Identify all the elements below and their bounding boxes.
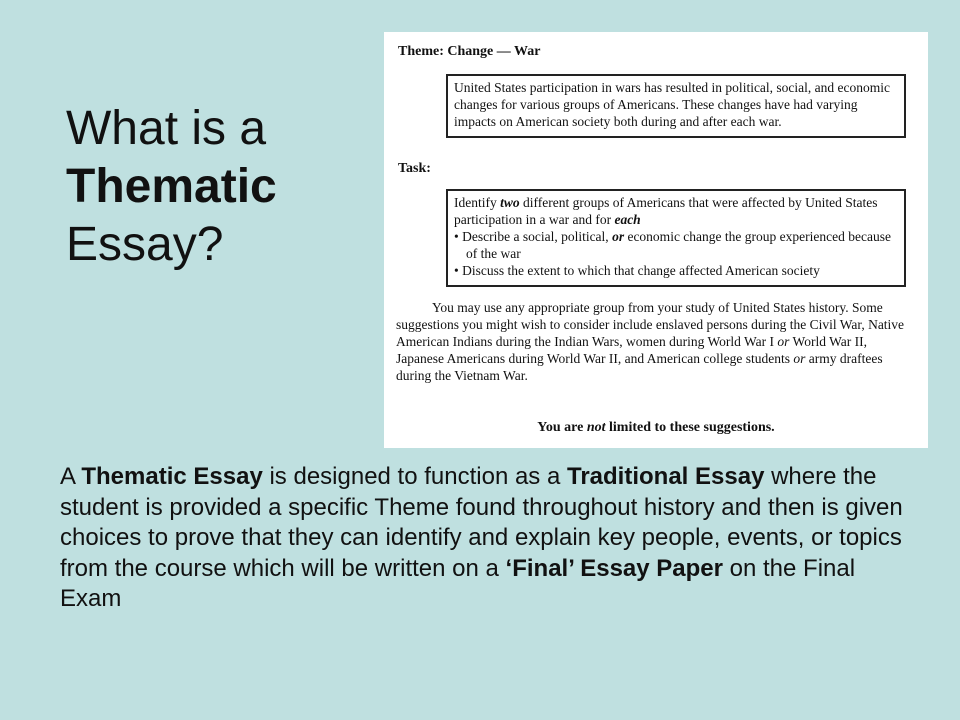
task-heading: Task: <box>398 161 431 176</box>
task-bullet-1: • Describe a social, political, or economic change the group experienced because of the war <box>454 229 891 261</box>
task-intro-emphasis-2: each <box>614 212 641 227</box>
task-intro <box>454 194 898 228</box>
desc-text-2: is designed to function as a <box>262 463 567 490</box>
suggest-text-3: army draftees during the Vietnam War. <box>396 351 883 383</box>
limit-text-2: limited to these suggestions. <box>605 420 775 435</box>
desc-text-1: A <box>60 463 82 490</box>
desc-bold-2: Traditional Essay <box>567 463 765 490</box>
suggest-text-1: You may use any appropriate group from your study of United States history. Some suggestions you might wish to consider include enslaved persons during the Civil War, Native American Indians during the Indian Wars, women during World War I <box>396 300 905 349</box>
title-line-3: Essay? <box>66 218 224 271</box>
suggest-text-2: World War II, Japanese Americans during World War II, and American college students <box>396 334 867 366</box>
theme-text: United States participation in wars has resulted in political, social, and economic changes for various groups of Americans. These changes have had varying impacts on American society both during and after each war. <box>454 80 891 129</box>
bullet-1-emphasis: or <box>612 229 625 244</box>
task-intro-text-2: different groups of Americans that were affected by United States participation in a war and for <box>454 195 878 227</box>
task-intro-text: Identify <box>454 195 501 210</box>
bullet-1-text: Describe a social, political, <box>462 229 613 244</box>
description-paragraph <box>60 462 910 615</box>
limit-note <box>384 420 928 436</box>
theme-heading: Theme: Change — War <box>398 44 541 59</box>
limit-text-1: You are <box>537 420 587 435</box>
theme-box <box>446 74 906 138</box>
title-line-1: What is a <box>66 102 267 155</box>
suggestions-paragraph <box>396 299 908 384</box>
bullet-1-text-2: economic change the group experienced because of the war <box>466 229 891 261</box>
slide-title <box>66 100 366 274</box>
desc-text-3: where the student is provided a specific Theme found throughout history and then is given choices to prove that they can identify and explain key people, events, or topics from the course which will be written on a <box>60 463 903 582</box>
suggest-or-2: or <box>793 351 806 366</box>
title-line-2: Thematic <box>66 160 277 213</box>
desc-text-4: on the Final Exam <box>60 554 856 612</box>
task-bullet-2: • Discuss the extent to which that change affected American society <box>454 263 820 278</box>
task-intro-emphasis: two <box>500 195 520 210</box>
exam-prompt-image <box>384 32 928 448</box>
bullet-2-text: Discuss the extent to which that change affected American society <box>462 263 820 278</box>
desc-bold-3: ‘Final’ Essay Paper <box>505 554 723 582</box>
task-box <box>446 189 906 287</box>
suggest-or-1: or <box>777 334 790 349</box>
desc-bold-1: Thematic Essay <box>81 463 263 490</box>
limit-emphasis: not <box>586 420 606 435</box>
